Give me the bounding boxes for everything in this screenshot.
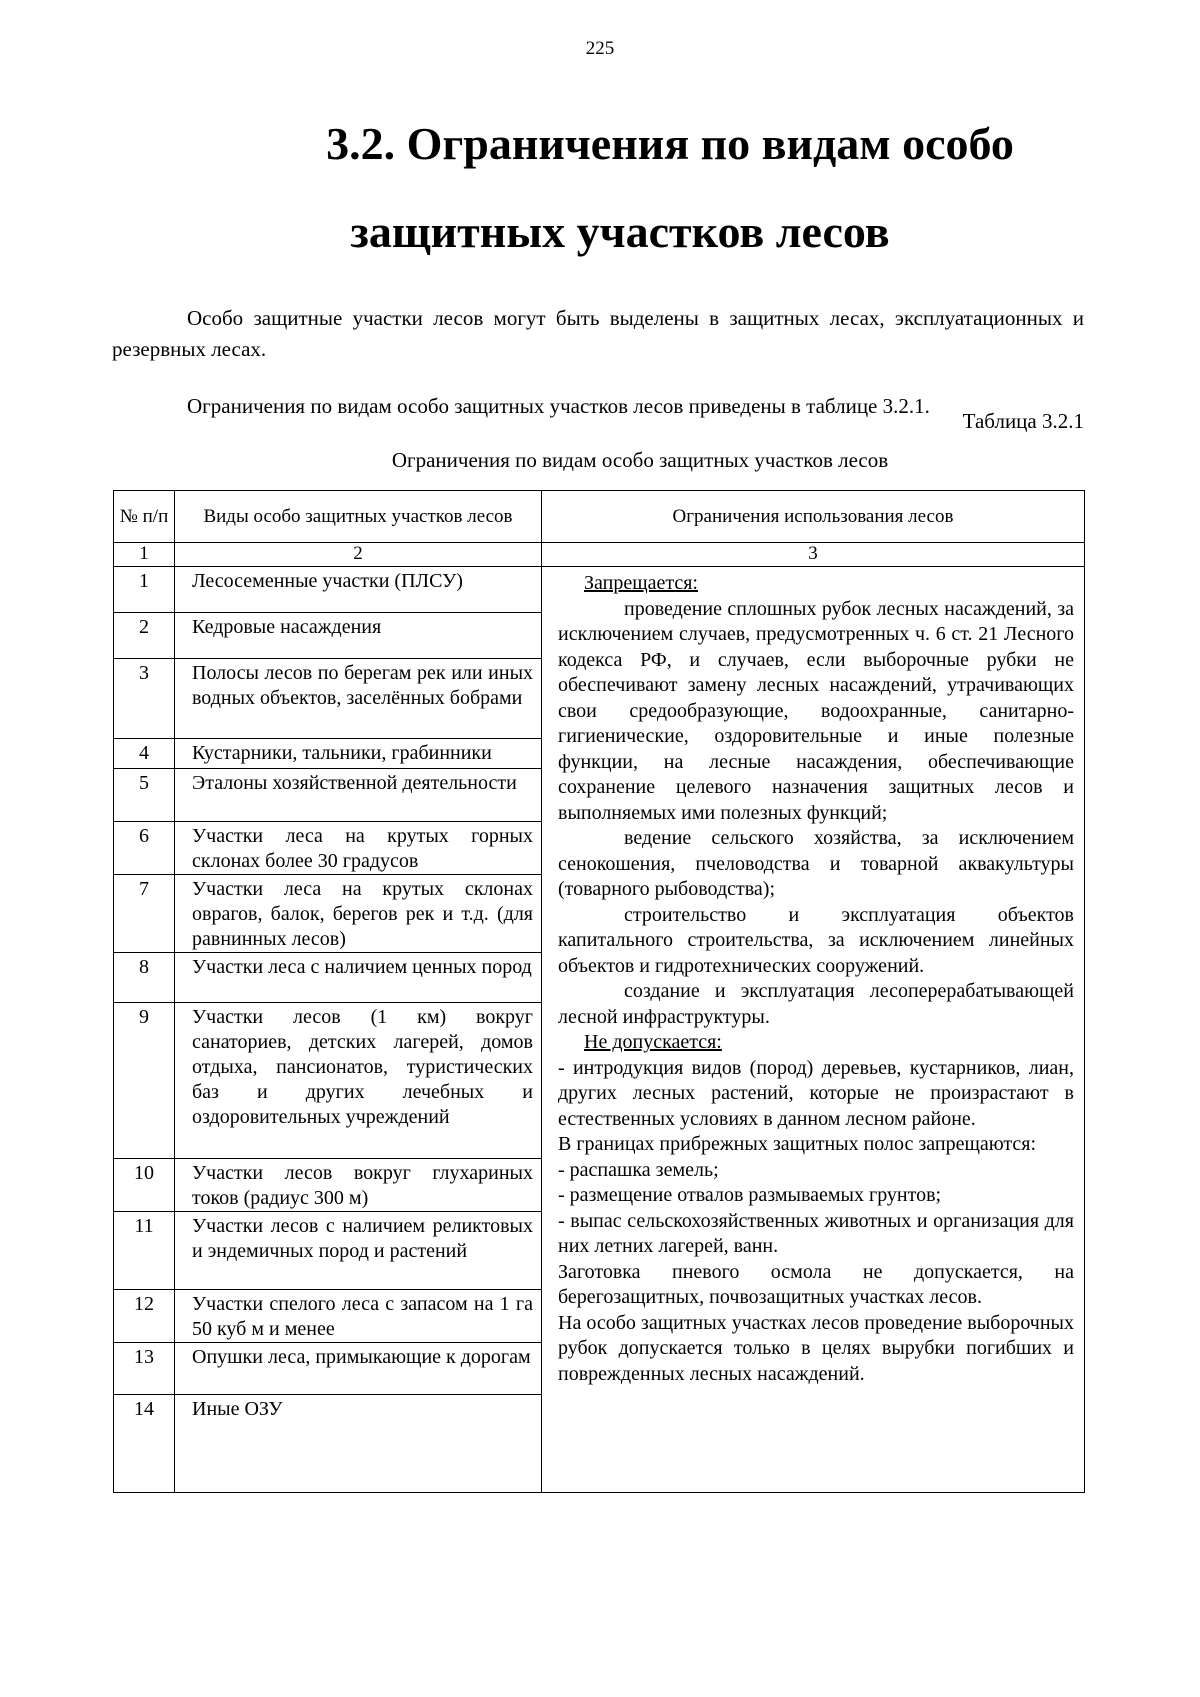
table-header-row	[114, 491, 1085, 543]
row-type: Опушки леса, примыкающие к дорогам	[175, 1343, 542, 1395]
header-restrictions: Ограничения использования лесов	[542, 491, 1085, 543]
restrictions-cell	[542, 567, 1085, 1493]
selective-note: На особо защитных участках лесов проведение выборочных рубок допускается только в целях вырубки погибших и поврежденных лесных насаждений.	[558, 1311, 1074, 1385]
page-title	[0, 100, 1200, 276]
resin-note: Заготовка пневого осмола не допускается, на берегозащитных, почвозащитных участках лесов.	[558, 1260, 1074, 1308]
row-type: Участки леса с наличием ценных пород	[175, 953, 542, 1003]
prohibited-item: создание и эксплуатация лесоперерабатывающей лесной инфраструктуры.	[558, 980, 1074, 1028]
row-type: Кустарники, тальники, грабинники	[175, 739, 542, 769]
row-number: 13	[114, 1343, 175, 1395]
prohibited-item: строительство и эксплуатация объектов капитального строительства, за исключением линейных объектов и гидротехнических сооружений.	[558, 903, 1074, 977]
coastal-intro: В границах прибрежных защитных полос запрещаются:	[558, 1133, 1037, 1155]
row-number: 6	[114, 822, 175, 875]
coastal-item: - выпас сельскохозяйственных животных и организация для них летних лагерей, ванн.	[558, 1209, 1074, 1257]
index-cell: 2	[175, 543, 542, 567]
row-number: 10	[114, 1159, 175, 1212]
row-type: Лесосеменные участки (ПЛСУ)	[175, 567, 542, 613]
row-number: 4	[114, 739, 175, 769]
row-type: Участки лесов (1 км) вокруг санаториев, детских лагерей, домов отдыха, пансионатов, туристических баз и других лечебных и оздоровительных учреждений	[175, 1003, 542, 1159]
row-type: Полосы лесов по берегам рек или иных водных объектов, заселённых бобрами	[175, 659, 542, 739]
row-number: 7	[114, 875, 175, 953]
intro-paragraph: Особо защитные участки лесов могут быть выделены в защитных лесах, эксплуатационных и резервных лесах.	[112, 306, 1084, 361]
table-label: Таблица 3.2.1	[962, 409, 1084, 433]
row-number: 8	[114, 953, 175, 1003]
row-type: Иные ОЗУ	[175, 1395, 542, 1493]
index-cell: 3	[542, 543, 1085, 567]
row-number: 5	[114, 769, 175, 822]
row-type: Кедровые насаждения	[175, 613, 542, 659]
row-type: Эталоны хозяйственной деятельности	[175, 769, 542, 822]
row-number: 11	[114, 1212, 175, 1290]
not-allowed-item: - интродукция видов (пород) деревьев, кустарников, лиан, других лесных растений, которые не произрастают в естественных условиях в данном лесном районе.	[558, 1056, 1074, 1130]
row-type: Участки лесов вокруг глухариных токов (радиус 300 м)	[175, 1159, 542, 1212]
table-row	[114, 567, 1085, 613]
prohibited-item: проведение сплошных рубок лесных насаждений, за исключением случаев, предусмотренных ч. 6 ст. 21 Лесного кодекса РФ, и случаев, если выборочные рубки не обеспечивают замену лесных насаждений, утрачивающих свои средообразующие, водоохранные, санитарно-гигиенические, оздоровительные и иные полезные функции, на лесные насаждения, обеспечивающие сохранение целевого назначения защитных лесов и выполняемых ими полезных функций;	[558, 597, 1074, 824]
prohibited-item: ведение сельского хозяйства, за исключением сенокошения, пчеловодства и товарной аквакультуры (товарного рыбоводства);	[558, 827, 1074, 900]
not-allowed-heading: Не допускается:	[584, 1031, 722, 1053]
row-type: Участки спелого леса с запасом на 1 га 50 куб м и менее	[175, 1290, 542, 1343]
row-number: 12	[114, 1290, 175, 1343]
header-type: Виды особо защитных участков лесов	[175, 491, 542, 543]
row-number: 2	[114, 613, 175, 659]
table-caption: Ограничения по видам особо защитных участков лесов	[391, 448, 889, 472]
page-number: 225	[585, 38, 615, 59]
row-type: Участки лесов с наличием реликтовых и эндемичных пород и растений	[175, 1212, 542, 1290]
reference-paragraph: Ограничения по видам особо защитных участков лесов приведены в таблице 3.2.1.	[187, 394, 930, 418]
restrictions-table	[113, 490, 1085, 1493]
row-number: 3	[114, 659, 175, 739]
header-num: № п/п	[114, 491, 175, 543]
row-type: Участки леса на крутых горных склонах более 30 градусов	[175, 822, 542, 875]
row-number: 9	[114, 1003, 175, 1159]
prohibited-heading: Запрещается:	[584, 572, 698, 594]
row-number: 14	[114, 1395, 175, 1493]
index-cell: 1	[114, 543, 175, 567]
table-index-row	[114, 543, 1085, 567]
row-number: 1	[114, 567, 175, 613]
coastal-item: - распашка земель;	[558, 1158, 719, 1181]
page-title-line-1: 3.2. Ограничения по видам особо	[326, 118, 1014, 169]
row-type: Участки леса на крутых склонах оврагов, балок, берегов рек и т.д. (для равнинных лесов)	[175, 875, 542, 953]
page-title-line-2: защитных участков лесов	[350, 206, 890, 257]
coastal-item: - размещение отвалов размываемых грунтов;	[558, 1184, 942, 1206]
